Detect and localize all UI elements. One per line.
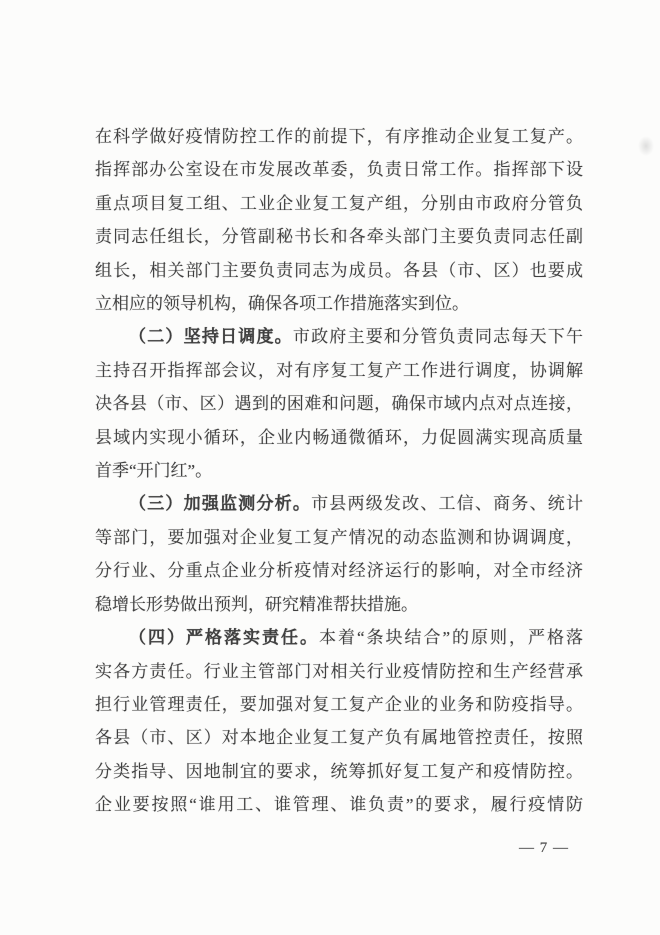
line-text: 责同志任组长，分管副秘书长和各牵头部门主要负责同志任副 xyxy=(95,227,583,247)
text-line xyxy=(95,320,583,353)
text-line xyxy=(95,354,583,387)
text-line xyxy=(95,688,583,721)
text-line xyxy=(95,588,583,621)
line-text: 实各方责任。行业主管部门对相关行业疫情防控和生产经营承 xyxy=(95,661,583,681)
text-line xyxy=(95,120,583,153)
line-text: 分行业、分重点企业分析疫情对经济运行的影响，对全市经济 xyxy=(95,561,583,581)
text-line xyxy=(95,621,583,654)
text-line xyxy=(95,487,583,520)
text-line xyxy=(95,187,583,220)
text-line xyxy=(95,421,583,454)
line-text: 立相应的领导机构，确保各项工作措施落实到位。 xyxy=(95,294,469,314)
text-line xyxy=(95,454,583,487)
text-line xyxy=(95,521,583,554)
line-text: 组长，相关部门主要负责同志为成员。各县（市、区）也要成 xyxy=(95,260,583,280)
line-text: 等部门，要加强对企业复工复产情况的动态监测和协调调度， xyxy=(95,527,583,547)
line-text: 县域内实现小循环，企业内畅通微循环，力促圆满实现高质量 xyxy=(95,427,583,447)
text-line xyxy=(95,655,583,688)
line-text: 市县两级发改、工信、商务、统计 xyxy=(311,494,584,514)
scan-artifact xyxy=(638,136,654,156)
line-text: 担行业管理责任，要加强对复工复产企业的业务和防疫指导。 xyxy=(95,694,583,714)
page-number: — 7 — xyxy=(519,840,569,856)
line-text: 企业要按照“谁用工、谁管理、谁负责”的要求，履行疫情防 xyxy=(95,795,583,815)
line-text: 分类指导、因地制宜的要求，统筹抓好复工复产和疫情防控。 xyxy=(95,761,583,781)
paragraph-heading: （三）加强监测分析。 xyxy=(129,494,312,514)
text-line xyxy=(95,153,583,186)
text-line xyxy=(95,254,583,287)
line-text: 决各县（市、区）遇到的困难和问题，确保市域内点对点连接， xyxy=(95,394,583,414)
line-text: 各县（市、区）对本地企业复工复产负有属地管控责任，按照 xyxy=(95,728,583,748)
line-text: 指挥部办公室设在市发展改革委，负责日常工作。指挥部下设 xyxy=(95,160,583,180)
line-text: 稳增长形势做出预判，研究精准帮扶措施。 xyxy=(95,594,418,614)
document-body xyxy=(95,120,583,822)
line-text: 重点项目复工组、工业企业复工复产组，分别由市政府分管负 xyxy=(95,193,583,213)
text-line xyxy=(95,387,583,420)
text-line xyxy=(95,287,583,320)
paragraph-heading: （二）坚持日调度。 xyxy=(129,327,293,347)
line-text: 主持召开指挥部会议，对有序复工复产工作进行调度，协调解 xyxy=(95,360,583,380)
line-text: 本着“条块结合”的原则，严格落 xyxy=(318,628,584,648)
line-text: 在科学做好疫情防控工作的前提下，有序推动企业复工复产。 xyxy=(95,127,583,146)
line-text: 首季“开门红”。 xyxy=(95,461,213,481)
text-line xyxy=(95,788,583,821)
text-line xyxy=(95,721,583,754)
paragraph-heading: （四）严格落实责任。 xyxy=(129,628,319,648)
text-line xyxy=(95,554,583,587)
text-line xyxy=(95,220,583,253)
text-line xyxy=(95,755,583,788)
line-text: 市政府主要和分管负责同志每天下午 xyxy=(292,327,583,347)
